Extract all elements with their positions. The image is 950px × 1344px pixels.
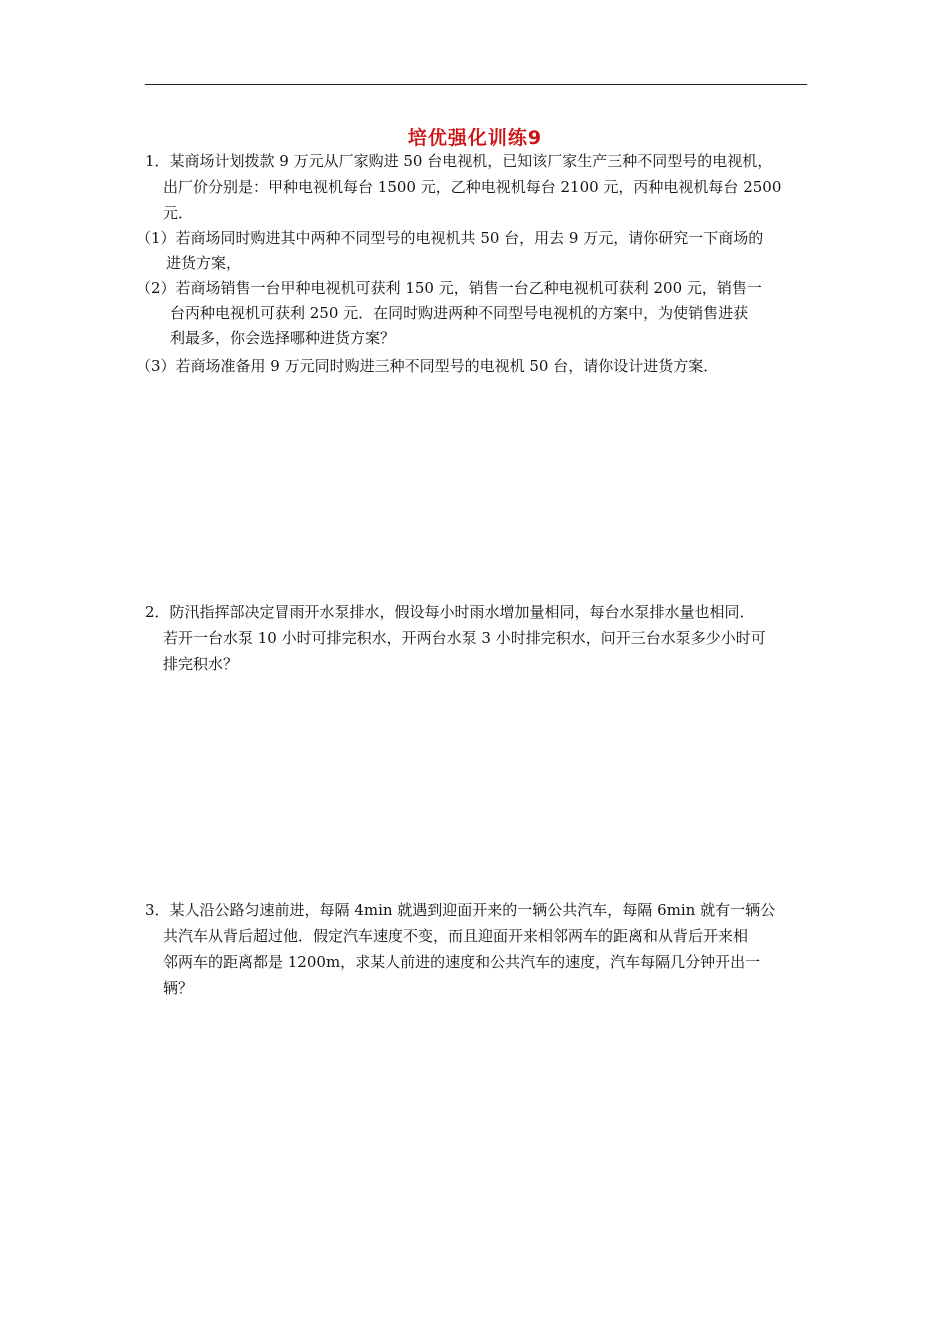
- problem-1-line-2: 出厂价分别是：甲种电视机每台 1500 元，乙种电视机每台 2100 元，丙种电视机每台 2500: [163, 178, 782, 196]
- problem-1-part-2-line-2: 台丙种电视机可获利 250 元．在同时购进两种不同型号电视机的方案中，为使销售进获: [170, 304, 749, 322]
- problem-1-part-1-line-1: （1）若商场同时购进其中两种不同型号的电视机共 50 台，用去 9 万元，请你研究一下商场的: [136, 229, 764, 247]
- problem-1-part-3-line-1: （3）若商场准备用 9 万元同时购进三种不同型号的电视机 50 台，请你设计进货方案．: [136, 357, 719, 375]
- problem-2-line-1: 2．防汛指挥部决定冒雨开水泵排水，假设每小时雨水增加量相同，每台水泵排水量也相同．: [145, 603, 755, 621]
- problem-3-line-4: 辆？: [163, 979, 194, 997]
- problem-1-line-1: 1．某商场计划拨款 9 万元从厂家购进 50 台电视机，已知该厂家生产三种不同型号的电视机，: [145, 152, 773, 170]
- page-title: 培优强化训练9: [407, 127, 543, 149]
- problem-3-line-3: 邻两车的距离都是 1200m，求某人前进的速度和公共汽车的速度，汽车每隔几分钟开出一: [163, 953, 761, 971]
- problem-2-line-2: 若开一台水泵 10 小时可排完积水，开两台水泵 3 小时排完积水，问开三台水泵多少小时可: [163, 629, 766, 647]
- problem-1-part-1-line-2: 进货方案，: [166, 254, 242, 272]
- problem-1-part-2-line-1: （2）若商场销售一台甲种电视机可获利 150 元，销售一台乙种电视机可获利 200 元，销售一: [136, 279, 762, 297]
- problem-1-line-3: 元．: [163, 204, 194, 222]
- problem-1-part-2-line-3: 利最多，你会选择哪种进货方案？: [170, 329, 396, 347]
- problem-2-line-3: 排完积水？: [163, 655, 239, 673]
- problem-3-line-2: 共汽车从背后超过他．假定汽车速度不变，而且迎面开来相邻两车的距离和从背后开来相: [163, 927, 749, 945]
- header-rule: [145, 84, 807, 85]
- problem-3-line-1: 3．某人沿公路匀速前进，每隔 4min 就遇到迎面开来的一辆公共汽车，每隔 6min 就有一辆公: [145, 901, 776, 919]
